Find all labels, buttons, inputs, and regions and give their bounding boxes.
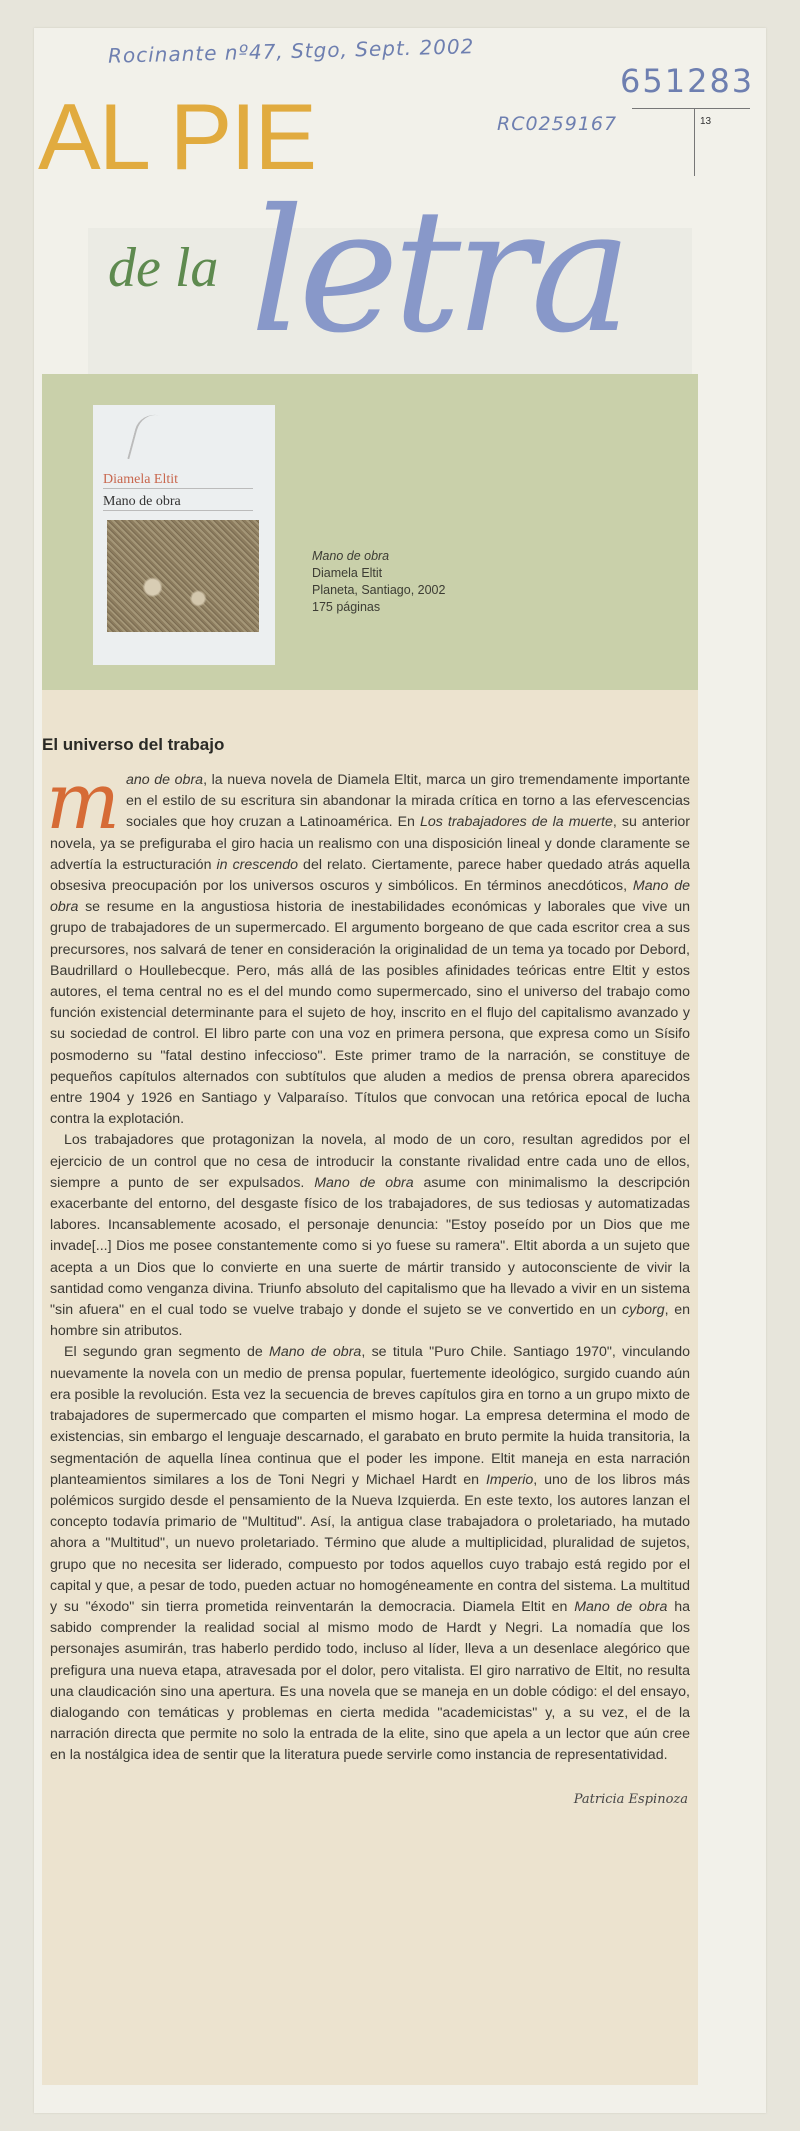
text-run: del relato. Ciertamente, parece haber quedado atrás aquella obsesiva preocupación por los universos oscuros y simbólicos. En términos anecdóticos, — [50, 856, 690, 895]
masthead-letra: letra — [250, 173, 626, 371]
text-run: , la nueva novela de Diamela Eltit, marca un giro tremendamente importante en el estilo de su escritura sin abandonar la mirada crítica en torno a las efervescencias sociales que hoy cruzan a Latinoamérica. En — [125, 772, 690, 831]
italic-text-run: Mano de obra — [314, 1174, 414, 1191]
italic-text-run: ano de obra — [125, 772, 204, 788]
text-run: El segundo gran segmento de — [64, 1344, 270, 1361]
book-cover-image — [93, 405, 275, 665]
text-run: , en hombre sin atributos. — [50, 1302, 690, 1340]
text-run: ha sabido comprender la realidad social al mismo modo de Hardt y Negri. La nomadía que los personajes asumirán, tras haberlo perdido todo, incluso al líder, lleva a un desenlace alegórico que prefigura una nueva etapa, atravesada por el dolor, pero vitalista. El giro narrativo de Eltit, no resulta una claudicación sino una apertura. Es una novela que se maneja en un doble código: el del ensayo, dialogando con temáticas y problemas en cierta medida "academicistas" y, a su vez, el de la narración directa que permite no solo la entrada de la elite, sino que apela a un lector que aún cree en la nostálgica idea de sentir que la literatura puede servirle como instancia de representatividad. — [50, 1598, 690, 1764]
cover-artwork — [107, 520, 259, 632]
book-publisher: Planeta, Santiago, 2002 — [312, 583, 446, 597]
review-article — [42, 690, 698, 2085]
handwritten-source-note: Rocinante nº47, Stgo, Sept. 2002 — [107, 34, 475, 68]
article-paragraph — [46, 757, 690, 1130]
handwritten-catalog-code: 651283 — [620, 62, 755, 100]
page-number-divider — [694, 108, 695, 176]
text-run: Los trabajadores que protagonizan la novela, al modo de un coro, resultan agredidos por el ejercicio de un control que no cesa de introducir la constante rivalidad entre cada uno de ellos, siempre a punto de ser expulsados. — [50, 1132, 690, 1191]
book-pages: 175 páginas — [312, 600, 381, 614]
text-run: asume con minimalismo la descripción exacerbante del entorno, del desgaste físico de los trabajadores, de sus tediosas y automatizadas labores. Incansablemente acosado, el personaje denuncia: "Estoy poseído por un Dios que me invade[...] Dios me posee constantemente como si yo fuese su ramera". Eltit aborda a un sujeto que acepta a un Dios que lo convierte en una suerte de mártir transido y autoconsciente de vivir la santidad como venganza divina. Triunfo absoluto del capitalismo que ha llevado a vivir en un sistema "sin afuera" en el cual todo se vuelve trabajo y donde el sujeto se ve convertido en un — [50, 1174, 690, 1319]
page-number-rule — [632, 108, 750, 109]
text-run: , se titula "Puro Chile. Santiago 1970", vinculando nuevamente la novela con un medio de prensa popular, fuertemente ideológico, surgido cuando aún era posible la revolución. Esta vez la secuencia de breves capítulos gira en torno a un grupo mixto de trabajadores de supermercado que comparten el mismo hogar. La empresa determina el modo de existencias, sin embargo el lenguaje descarnado, el garabato en bruto permite la huida transitoria, la segmentación de aquella línea continua que el poder les impone. Eltit maneja en esta narración planteamientos similares a los de Toni Negri y Michael Hardt en — [50, 1344, 690, 1488]
article-paragraph — [50, 1342, 690, 1766]
drop-cap: m — [46, 757, 120, 847]
text-run: se resume en la angustiosa historia de inestabilidades económicas y laborales que vive un grupo de trabajadores de un supermercado. El argumento borgeano de que cada escritor crea a sus precursores, nos salvará de tener en consideración la originalidad de un tema ya tocado por Debord, Baudrillard o Houllebecque. Pero, más allá de las posibles afinidades teóricas entre Eltit y estos autores, el tema central no es el del mundo como supermercado, sino el universo del trabajo como función existencial determinante para el sujeto de hoy, inscrito en el flujo del capitalismo avanzado y su sociedad de control. El libro parte con una voz en primera persona, que expresa como un Sísifo posmoderno su "fatal destino infeccioso". Este primer tramo de la narración, se constituye de pequeños capítulos alternados con subtítulos que aluden a medios de prensa obrera aparecidos entre 1904 y 1926 en Santiago y Valparaíso. Títulos que convocan una retórica epocal de lucha contra la explotación. — [50, 899, 690, 1128]
publisher-logo-icon — [127, 410, 181, 469]
book-author: Diamela Eltit — [312, 566, 383, 580]
italic-text-run: in crescendo — [216, 856, 299, 873]
italic-text-run: Mano de obra — [574, 1598, 668, 1615]
italic-text-run: Los trabajadores de la muerte — [419, 814, 613, 831]
cover-author: Diamela Eltit — [103, 471, 253, 489]
article-body — [46, 757, 690, 1767]
text-run: , uno de los libros más polémicos surgido desde el pensamiento de la Nueva Izquierda. En este texto, los autores lanzan el concepto todavía primario de "Multitud". Así, la antigua clase trabajadora o proletariado, ha mutado ahora a "Multitud", un nuevo proletariado. Término que alude a multiplicidad, pluralidad de sujetos, grupo que no necesita ser liderado, compuesto por todos aquellos cuyo trabajo está regido por el capital y que, a pesar de todo, pueden actuar no homogéneamente en contra del sistema. La multitud y su "éxodo" sin tierra prometida reinventarán la democracia. Diamela Eltit en — [50, 1471, 690, 1615]
page-number: 13 — [700, 116, 712, 127]
author-signature: Patricia Espinoza — [573, 1791, 688, 1807]
masthead-al-pie: AL PIE — [38, 84, 316, 189]
handwritten-record-code: RC0259167 — [497, 113, 618, 135]
italic-text-run: cyborg — [622, 1302, 665, 1319]
masthead-de-la: de la — [108, 237, 219, 299]
cover-title: Mano de obra — [103, 493, 253, 511]
article-heading: El universo del trabajo — [42, 735, 225, 754]
text-run: , su anterior novela, ya se prefiguraba el giro hacia un realismo con una disposición lineal y donde claramente se advertía la estructuración — [50, 814, 690, 873]
italic-text-run: Mano de obra — [50, 878, 690, 916]
article-paragraph — [50, 1130, 690, 1342]
book-details — [312, 548, 445, 616]
italic-text-run: Mano de obra — [269, 1344, 362, 1361]
italic-text-run: Imperio — [485, 1471, 534, 1488]
book-title: Mano de obra — [312, 549, 390, 563]
